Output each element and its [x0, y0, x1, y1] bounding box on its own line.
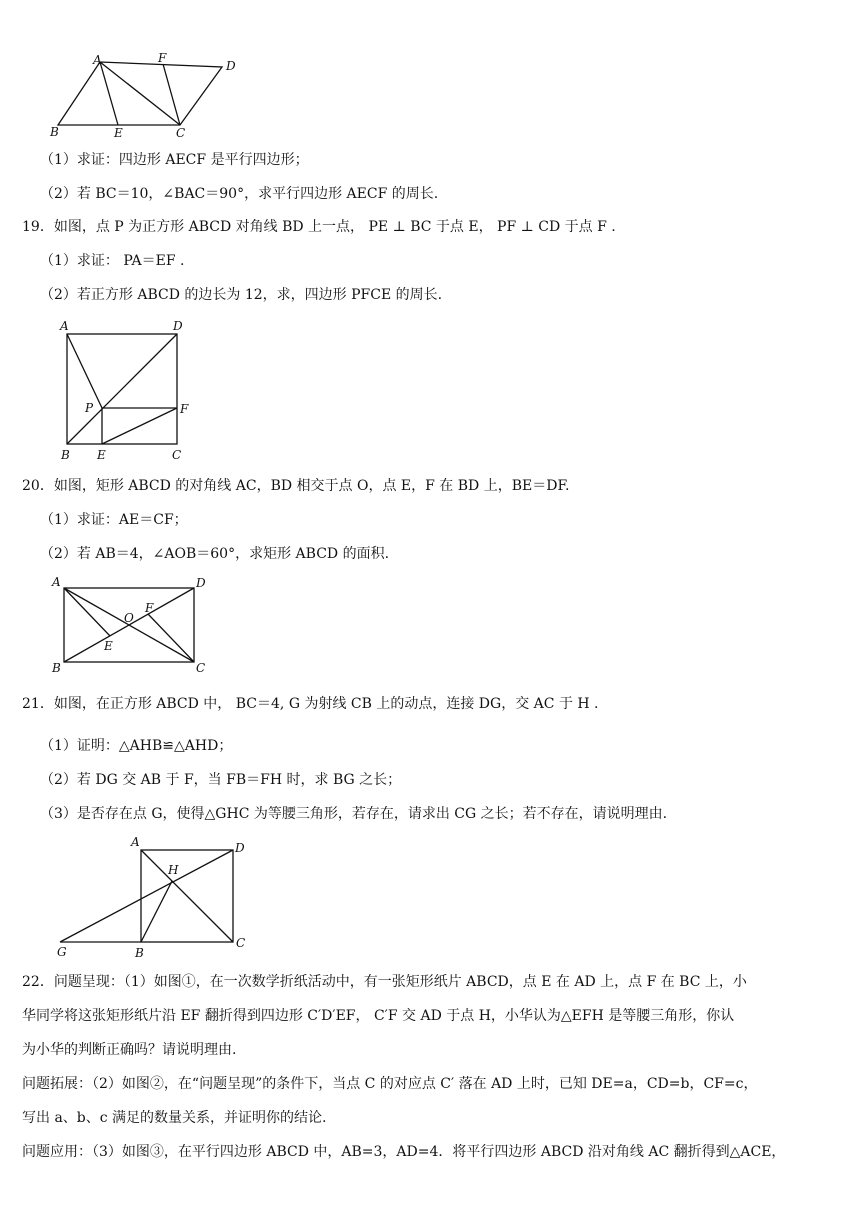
q22-p1-line1: 22．问题呈现：（1）如图①，在一次数学折纸活动中，有一张矩形纸片 ABCD，点 E 在 AD 上，点 F 在 BC 上，小: [22, 974, 747, 990]
q20-segment-CF: [148, 614, 194, 662]
q21-diagonal-AC: [141, 850, 233, 942]
q20-figure: [48, 572, 218, 676]
q19-segment-PA: [67, 334, 102, 408]
q18-segment-FC: [163, 64, 180, 125]
q18-segment-AE: [100, 62, 118, 125]
q18-label-C: C: [176, 126, 186, 140]
q21-label-A: A: [131, 835, 140, 849]
q20-stem: 20．如图，矩形 ABCD 的对角线 AC，BD 相交于点 O，点 E，F 在 BD 上，BE＝DF.: [22, 478, 570, 494]
q19-diagonal-BD: [67, 334, 177, 444]
q21-part1: （1）证明：△AHB≌△AHD；: [40, 738, 233, 754]
q20-label-F: F: [145, 601, 154, 615]
q22-p2-line1: 问题拓展：（2）如图②，在“问题呈现”的条件下，当点 C 的对应点 C′ 落在 AD 上时，已知 DE=a，CD=b，CF=c，: [22, 1076, 758, 1092]
q19-part1: （1）求证： PA＝EF .: [40, 253, 185, 269]
q19-stem: 19．如图，点 P 为正方形 ABCD 对角线 BD 上一点， PE ⊥ BC 于点 E， PF ⊥ CD 于点 F .: [22, 219, 616, 235]
q20-part1: （1）求证：AE＝CF；: [40, 512, 188, 528]
q20-segment-AE: [64, 588, 110, 636]
q18-part1: （1）求证：四边形 AECF 是平行四边形；: [40, 152, 309, 168]
q18-part2: （2）若 BC＝10，∠BAC＝90°，求平行四边形 AECF 的周长.: [40, 186, 439, 202]
q18-figure: [50, 52, 250, 142]
q21-label-D: D: [235, 841, 245, 855]
q19-label-A: A: [60, 319, 69, 333]
q20-part2: （2）若 AB＝4，∠AOB＝60°，求矩形 ABCD 的面积.: [40, 546, 390, 562]
q20-label-D: D: [196, 576, 206, 590]
q20-label-C: C: [196, 661, 206, 675]
q20-label-E: E: [104, 639, 113, 653]
q19-label-F: F: [180, 402, 189, 416]
q21-stem: 21．如图，在正方形 ABCD 中， BC＝4, G 为射线 CB 上的动点，连接 DG，交 AC 于 H .: [22, 696, 599, 712]
q18-label-B: B: [50, 125, 59, 139]
q22-p3-line1: 问题应用：（3）如图③，在平行四边形 ABCD 中，AB=3，AD=4．将平行四边形 ABCD 沿对角线 AC 翻折得到△ACE，: [22, 1144, 786, 1160]
q18-label-F: F: [158, 51, 167, 65]
q21-segment-GD: [60, 850, 233, 942]
q18-segment-AC: [100, 62, 180, 125]
q22-p1-line2: 华同学将这张矩形纸片沿 EF 翻折得到四边形 C′D′EF， C′F 交 AD 于点 H，小华认为△EFH 是等腰三角形，你认: [22, 1008, 735, 1024]
q22-p1-line3: 为小华的判断正确吗？请说明理由.: [22, 1042, 237, 1058]
q19-label-C: C: [172, 448, 182, 462]
q21-figure: [55, 832, 265, 962]
q21-label-H: H: [168, 863, 179, 877]
q18-label-A: A: [93, 53, 102, 67]
q20-label-B: B: [52, 661, 61, 675]
q19-figure: [55, 316, 195, 466]
q21-label-C: C: [236, 936, 246, 950]
q19-label-D: D: [173, 319, 183, 333]
q19-part2: （2）若正方形 ABCD 的边长为 12，求，四边形 PFCE 的周长.: [40, 287, 443, 303]
q19-label-B: B: [61, 448, 70, 462]
q18-label-E: E: [114, 126, 123, 140]
q18-label-D: D: [226, 59, 236, 73]
q19-label-E: E: [97, 448, 106, 462]
q21-label-G: G: [57, 945, 67, 959]
q21-label-B: B: [135, 946, 144, 960]
q22-p2-line2: 写出 a、b、c 满足的数量关系，并证明你的结论.: [22, 1110, 327, 1126]
q19-segment-EF: [102, 408, 177, 444]
q20-label-O: O: [124, 611, 134, 625]
q20-label-A: A: [52, 575, 61, 589]
q19-label-P: P: [85, 401, 94, 415]
q21-part2: （2）若 DG 交 AB 于 F，当 FB＝FH 时，求 BG 之长；: [40, 772, 402, 788]
q21-part3: （3）是否存在点 G，使得△GHC 为等腰三角形，若存在，请求出 CG 之长；若不存在，请说明理由.: [40, 806, 668, 822]
